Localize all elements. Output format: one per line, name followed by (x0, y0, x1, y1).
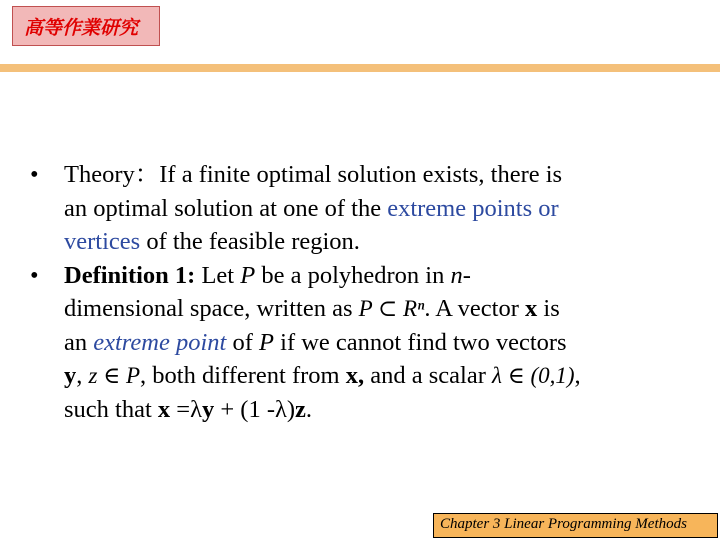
bullet-theory (30, 158, 670, 259)
vector-symbol: x, (345, 362, 365, 389)
definition-text: be a polyhedron in (255, 261, 451, 289)
theory-text: an optimal solution at one of the (64, 194, 388, 222)
definition-symbol: n (450, 261, 463, 289)
definition-text: dimensional space, written as (64, 295, 359, 322)
definition-text: is (537, 295, 560, 322)
definition-text: . (305, 395, 313, 423)
theory-line-3 (64, 225, 670, 259)
definition-text: if we cannot find two vectors (274, 328, 567, 356)
math-formula: P ⊂ Rⁿ (358, 296, 425, 321)
definition-text: . A vector (424, 295, 526, 322)
slide-content (30, 158, 670, 426)
theory-line-1 (64, 158, 670, 192)
bullet-definition (30, 259, 670, 427)
theory-text: of the feasible region. (140, 228, 360, 255)
vector-symbol: y (64, 362, 77, 389)
vector-symbol: y (201, 395, 215, 423)
definition-text: such that (64, 395, 158, 423)
vector-symbol: z (295, 395, 306, 423)
theory-highlight: extreme points or (387, 194, 559, 222)
theory-line-2 (64, 192, 670, 226)
bullet-dot: • (30, 161, 39, 188)
definition-text: Let (195, 261, 241, 289)
math-formula: λ ∈ (0,1) (491, 363, 575, 388)
theory-text: If a finite optimal solution exists, there is (159, 161, 563, 188)
theory-highlight: vertices (64, 228, 141, 255)
math-formula: z ∈ P (88, 363, 141, 388)
definition-line-5 (64, 393, 670, 427)
definition-text: an (64, 328, 94, 356)
vector-symbol: x (525, 295, 538, 322)
definition-text: of (226, 328, 260, 356)
vector-symbol: x (157, 395, 171, 423)
definition-line-2 (64, 292, 670, 326)
definition-line-1 (64, 259, 670, 293)
definition-text: , (76, 362, 89, 389)
header-divider (0, 64, 720, 72)
definition-text: , (574, 362, 581, 389)
definition-symbol: P (240, 261, 256, 289)
definition-text: , both different from (140, 362, 346, 389)
definition-line-4 (64, 359, 670, 393)
definition-label: Definition 1: (64, 261, 196, 289)
definition-text: and a scalar (364, 362, 492, 389)
definition-highlight: extreme point (93, 328, 227, 356)
footer-chapter: Chapter 3 Linear Programming Methods (440, 516, 687, 532)
slide-title: 高等作業研究 (24, 17, 139, 39)
definition-text: + (1 -λ) (214, 395, 296, 423)
definition-symbol: P (259, 328, 275, 356)
bullet-dot: • (30, 261, 39, 289)
definition-text: - (462, 261, 471, 289)
definition-text: =λ (170, 395, 202, 423)
definition-line-3 (64, 326, 670, 360)
theory-label: Theory (64, 161, 135, 188)
theory-separator: ： (134, 161, 160, 188)
